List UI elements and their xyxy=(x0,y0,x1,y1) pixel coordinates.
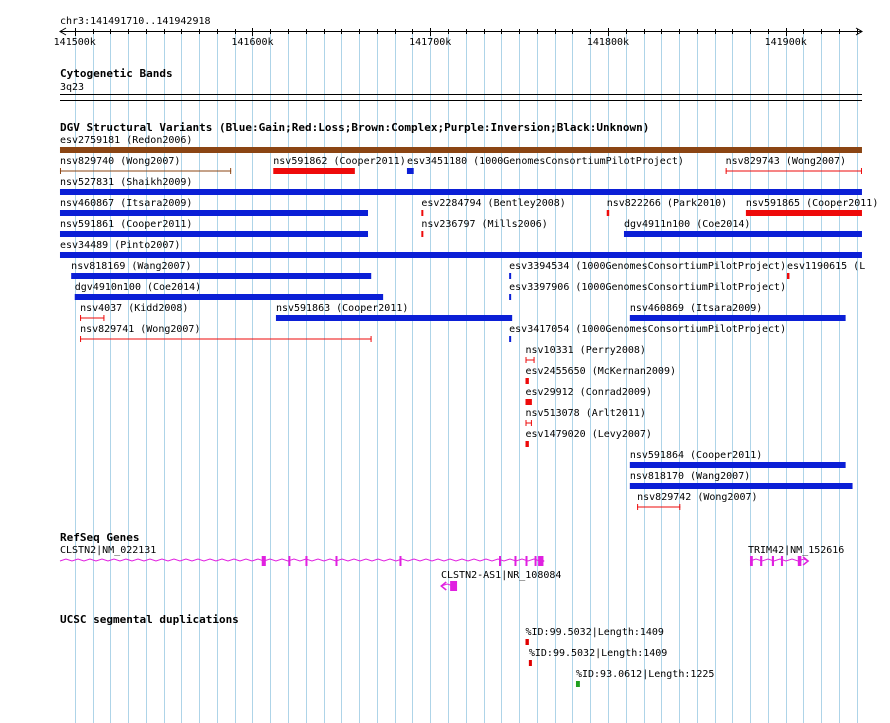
segdup-label[interactable]: %ID:99.5032|Length:1409 xyxy=(528,648,668,659)
refseq-track-title[interactable]: RefSeq Genes xyxy=(60,531,140,544)
gene-exon[interactable] xyxy=(399,556,401,566)
variant-bar[interactable] xyxy=(71,273,371,279)
variant-label[interactable]: esv1190615 (L xyxy=(786,261,866,272)
variant-label[interactable]: nsv818170 (Wang2007) xyxy=(629,471,751,482)
gene-exon[interactable] xyxy=(525,556,527,566)
variant-label[interactable]: nsv822266 (Park2010) xyxy=(606,198,728,209)
variant-label[interactable]: nsv460867 (Itsara2009) xyxy=(60,198,193,209)
variant-label[interactable]: nsv591865 (Cooper2011) xyxy=(745,198,879,209)
variant-label[interactable]: esv3397906 (1000GenomesConsortiumPilotProject) xyxy=(509,282,787,293)
variant-label[interactable]: esv3394534 (1000GenomesConsortiumPilotProject) xyxy=(509,261,787,272)
location-label: chr3:141491710..141942918 xyxy=(60,16,211,27)
variant-bar[interactable] xyxy=(630,462,846,468)
variant-label[interactable]: nsv513078 (Arlt2011) xyxy=(525,408,646,419)
segdup-bar[interactable] xyxy=(576,681,580,687)
cytoband-line-top xyxy=(60,94,862,95)
variant-label[interactable]: esv1479020 (Levy2007) xyxy=(525,429,652,440)
variant-bar[interactable] xyxy=(60,210,368,216)
variant-bar[interactable] xyxy=(60,231,368,237)
gene-exon[interactable] xyxy=(750,556,753,566)
variant-label[interactable]: esv3417054 (1000GenomesConsortiumPilotProject) xyxy=(509,324,787,335)
variant-bar[interactable] xyxy=(273,168,355,174)
segdup-label[interactable]: %ID:93.0612|Length:1225 xyxy=(575,669,715,680)
variant-bar[interactable] xyxy=(624,231,862,237)
variant-label[interactable]: nsv236797 (Mills2006) xyxy=(421,219,548,230)
variant-label[interactable]: esv34489 (Pinto2007) xyxy=(60,240,181,251)
variant-bar[interactable] xyxy=(525,378,528,384)
variant-bar[interactable] xyxy=(509,294,511,300)
gene-exon[interactable] xyxy=(288,556,290,566)
variant-label[interactable]: nsv460869 (Itsara2009) xyxy=(629,303,763,314)
variant-label[interactable]: nsv591862 (Cooper2011) xyxy=(273,156,406,167)
gene-exon[interactable] xyxy=(450,581,457,591)
gene-exon[interactable] xyxy=(798,556,802,566)
gene-exon[interactable] xyxy=(499,556,501,566)
variant-bar[interactable] xyxy=(607,210,609,216)
variant-label[interactable]: nsv818169 (Wang2007) xyxy=(71,261,192,272)
variant-label[interactable]: dgv4910n100 (Coe2014) xyxy=(74,282,202,293)
ruler-tick-label: 141900k xyxy=(764,37,807,48)
strand-arrow-left-icon xyxy=(441,582,446,590)
segdup-features xyxy=(525,627,714,687)
cytoband-label: 3q23 xyxy=(60,82,85,93)
variant-bar[interactable] xyxy=(630,315,846,321)
segdup-track-title[interactable]: UCSC segmental duplications xyxy=(60,613,239,626)
variant-label[interactable]: nsv527831 (Shaikh2009) xyxy=(60,177,193,188)
gene-intron-line xyxy=(60,559,540,561)
gene-label[interactable]: CLSTN2|NM_022131 xyxy=(60,545,157,556)
ruler-tick-label: 141700k xyxy=(409,37,452,48)
variant-bar[interactable] xyxy=(509,336,511,342)
variant-bar[interactable] xyxy=(787,273,789,279)
variant-label[interactable]: nsv591863 (Cooper2011) xyxy=(275,303,409,314)
ruler-tick-label: 141500k xyxy=(53,37,96,48)
variant-bar[interactable] xyxy=(75,294,383,300)
variant-bar[interactable] xyxy=(60,147,862,153)
variant-label[interactable]: nsv591864 (Cooper2011) xyxy=(629,450,763,461)
refseq-gene-features xyxy=(60,545,844,591)
variant-label[interactable]: dgv4911n100 (Coe2014) xyxy=(623,219,751,230)
variant-bar[interactable] xyxy=(525,441,528,447)
variant-label[interactable]: esv2284794 (Bentley2008) xyxy=(421,198,566,209)
ruler-tick-label: 141600k xyxy=(231,37,274,48)
variant-bar[interactable] xyxy=(276,315,512,321)
gene-label[interactable]: TRIM42|NM_152616 xyxy=(748,545,845,556)
variant-label[interactable]: nsv829740 (Wong2007) xyxy=(60,156,181,167)
segdup-label[interactable]: %ID:99.5032|Length:1409 xyxy=(525,627,664,638)
variant-bar[interactable] xyxy=(525,399,531,405)
variant-label[interactable]: esv2759181 (Redon2006) xyxy=(60,135,193,146)
variant-label[interactable]: esv3451180 (1000GenomesConsortiumPilotProject) xyxy=(406,156,684,167)
gene-exon[interactable] xyxy=(335,556,337,566)
variant-bar[interactable] xyxy=(746,210,862,216)
variant-label[interactable]: nsv4037 (Kidd2008) xyxy=(80,303,189,314)
variant-label[interactable]: nsv829743 (Wong2007) xyxy=(725,156,847,167)
variant-bar[interactable] xyxy=(630,483,853,489)
variant-bar[interactable] xyxy=(509,273,511,279)
variant-label[interactable]: nsv591861 (Cooper2011) xyxy=(60,219,193,230)
dgv-track-title[interactable]: DGV Structural Variants (Blue:Gain;Red:Loss;Brown:Complex;Purple:Inversion;Black:Unknown) xyxy=(60,121,650,134)
variant-label[interactable]: esv29912 (Conrad2009) xyxy=(525,387,652,398)
gene-exon[interactable] xyxy=(305,556,307,566)
variant-label[interactable]: nsv10331 (Perry2008) xyxy=(525,345,646,356)
variant-label[interactable]: esv2455650 (McKernan2009) xyxy=(525,366,677,377)
position-ruler[interactable] xyxy=(54,28,862,48)
variant-bar[interactable] xyxy=(60,252,862,258)
gene-exon[interactable] xyxy=(514,556,516,566)
variant-label[interactable]: nsv829741 (Wong2007) xyxy=(80,324,201,335)
cytoband-line-bottom xyxy=(60,100,862,101)
variant-bar[interactable] xyxy=(60,189,862,195)
gene-exon[interactable] xyxy=(262,556,266,566)
gene-exon[interactable] xyxy=(781,556,783,566)
variant-label[interactable]: nsv829742 (Wong2007) xyxy=(637,492,758,503)
segdup-bar[interactable] xyxy=(525,639,528,645)
gene-exon[interactable] xyxy=(535,556,537,566)
variant-bar[interactable] xyxy=(421,231,423,237)
gene-exon[interactable] xyxy=(772,556,774,566)
gene-label[interactable]: CLSTN2-AS1|NR_108084 xyxy=(441,570,562,581)
ruler-tick-label: 141800k xyxy=(586,37,630,48)
gene-exon[interactable] xyxy=(760,556,762,566)
cytoband-track-title[interactable]: Cytogenetic Bands xyxy=(60,67,173,80)
dgv-variant-features xyxy=(60,135,878,510)
variant-bar[interactable] xyxy=(407,168,414,174)
variant-bar[interactable] xyxy=(421,210,423,216)
segdup-bar[interactable] xyxy=(529,660,532,666)
